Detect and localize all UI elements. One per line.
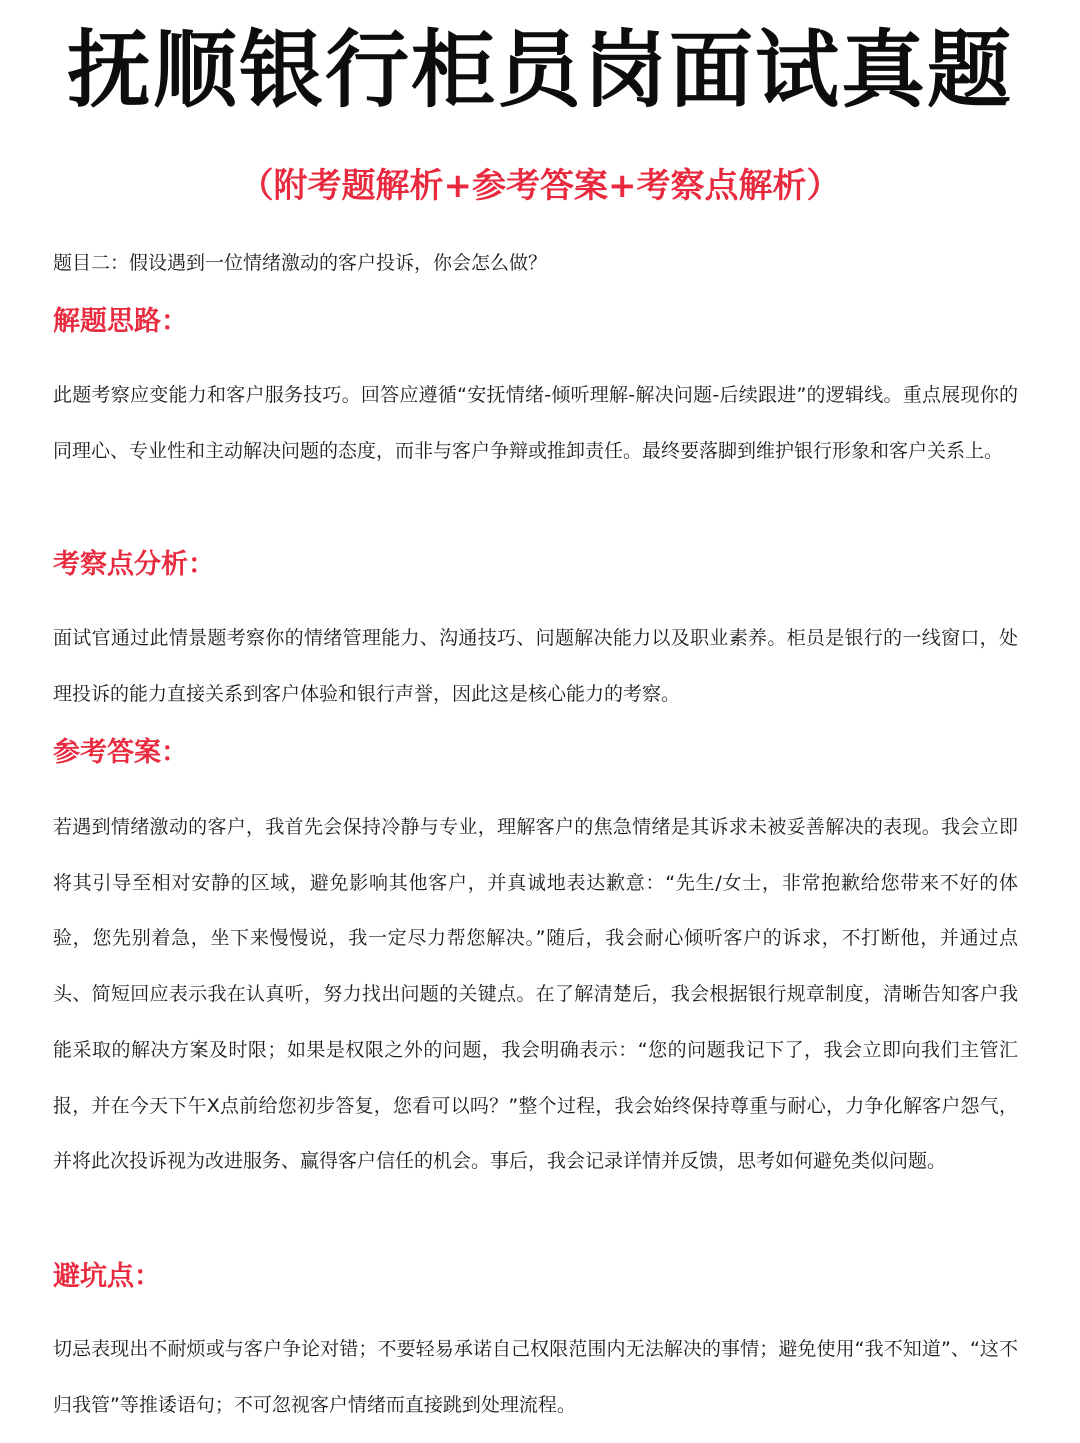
section-body-assessment: 面试官通过此情景题考察你的情绪管理能力、沟通技巧、问题解决能力以及职业素养。柜员是银行的一线窗口，处理投诉的能力直接关系到客户体验和银行声誉，因此这是核心能力的考察。 xyxy=(53,627,1018,705)
section-body-reference-answer: 若遇到情绪激动的客户，我首先会保持冷静与专业，理解客户的焦急情绪是其诉求未被妥善解决的表现。我会立即将其引导至相对安静的区域，避免影响其他客户，并真诚地表达歉意：“先生/女士，非常抱歉给您带来不好的体验，您先别着急，坐下来慢慢说，我一定尽力帮您解决。”随后，我会耐心倾听客户的诉求，不打断他，并通过点头、简短回应表示我在认真听，努力找出问题的关键点。在了解清楚后，我会根据银行规章制度，清晰告知客户我能采取的解决方案及时限；如果是权限之外的问题，我会明确表示：“您的问题我记下了，我会立即向我们主管汇报，并在今天下午X点前给您初步答复，您看可以吗？”整个过程，我会始终保持尊重与耐心，力争化解客户怨气，并将此次投诉视为改进服务、赢得客户信任的机会。事后，我会记录详情并反馈，思考如何避免类似问题。 xyxy=(53,816,1018,1173)
section-heading-pitfalls: 避坑点： xyxy=(53,1261,161,1292)
section-heading-reference-answer: 参考答案： xyxy=(53,737,188,768)
page-title: 抚顺银行柜员岗面试真题 xyxy=(66,21,1013,119)
section-body-approach: 此题考察应变能力和客户服务技巧。回答应遵循“安抚情绪-倾听理解-解决问题-后续跟进”的逻辑线。重点展现你的同理心、专业性和主动解决问题的态度，而非与客户争辩或推卸责任。最终要落脚到维护银行形象和客户关系上。 xyxy=(53,384,1018,462)
section-heading-approach: 解题思路： xyxy=(53,306,188,337)
section-body-pitfalls: 切忌表现出不耐烦或与客户争论对错；不要轻易承诺自己权限范围内无法解决的事情；避免使用“我不知道”、“这不归我管”等推诿语句；不可忽视客户情绪而直接跳到处理流程。 xyxy=(53,1338,1018,1416)
section-heading-assessment: 考察点分析： xyxy=(53,549,215,580)
page-subtitle: （附考题解析+参考答案+考察点解析） xyxy=(239,166,841,206)
question-text: 题目二：假设遇到一位情绪激动的客户投诉，你会怎么做？ xyxy=(53,252,548,274)
